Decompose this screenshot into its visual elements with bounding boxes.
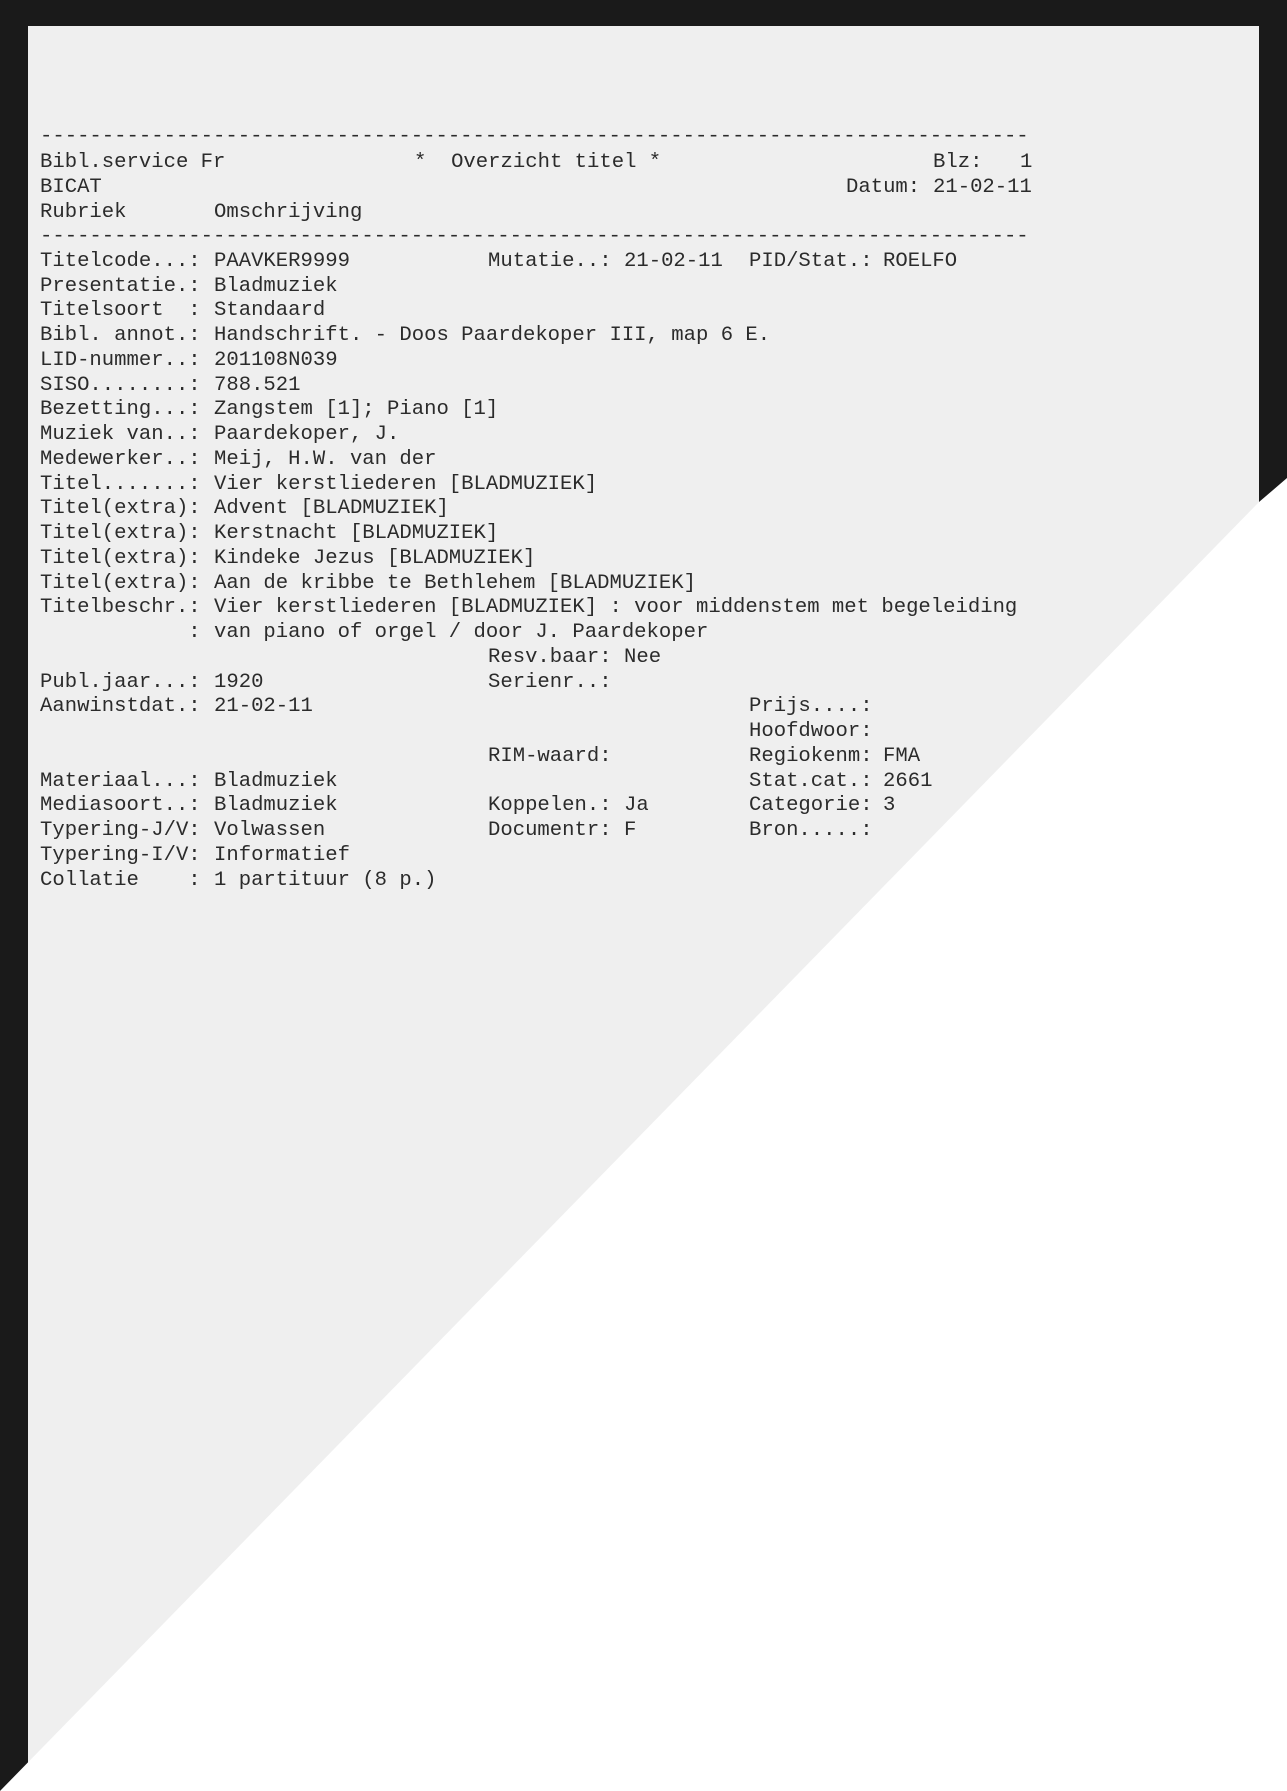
field-value: 1 partituur (8 p.) [214,869,437,892]
field-value: Bladmuziek [214,770,338,793]
field-value: 788.521 [214,374,301,397]
system-label: BICAT [40,176,102,199]
right-field-label: PID/Stat.: [749,250,873,273]
page-label: Blz: [933,151,983,174]
field-label: Bibl. annot.: [40,324,201,347]
field-value: Vier kerstliederen [BLADMUZIEK] [214,473,598,496]
middle-field-value: F [624,819,637,842]
field-label: Typering-I/V: [40,844,201,867]
field-value: 21-02-11 [214,695,313,718]
field-label: Publ.jaar...: [40,671,201,694]
field-label: Mediasoort..: [40,794,201,817]
right-field-value: FMA [883,745,921,768]
field-label: : [40,621,201,644]
page-number: 1 [1020,151,1033,174]
middle-field-label: Documentr: [488,819,612,842]
field-label: Titel(extra): [40,497,201,520]
field-value: Vier kerstliederen [BLADMUZIEK] : voor middenstem met begeleiding [214,596,1018,619]
field-label: Titel.......: [40,473,201,496]
field-label: SISO........: [40,374,201,397]
column-header-omschrijving: Omschrijving [214,201,363,224]
field-value: Aan de kribbe te Bethlehem [BLADMUZIEK] [214,572,696,595]
field-label: Aanwinstdat.: [40,695,201,718]
field-label: Typering-J/V: [40,819,201,842]
field-label: Muziek van..: [40,423,201,446]
field-value: Handschrift. - Doos Paardekoper III, map 6 E. [214,324,771,347]
middle-field-label: RIM-waard: [488,745,612,768]
field-value: Advent [BLADMUZIEK] [214,497,449,520]
middle-field-value: 21-02-11 [624,250,723,273]
field-label: Presentatie.: [40,275,201,298]
field-label: Titel(extra): [40,572,201,595]
right-field-label: Categorie: [749,794,873,817]
field-label: Titelbeschr.: [40,596,201,619]
field-value: Zangstem [1]; Piano [1] [214,398,499,421]
right-field-label: Prijs....: [749,695,873,718]
field-value: Kerstnacht [BLADMUZIEK] [214,522,499,545]
middle-field-label: Resv.baar: [488,646,612,669]
right-field-value: 3 [883,794,896,817]
field-value: Meij, H.W. van der [214,448,437,471]
field-value: van piano of orgel / door J. Paardekoper [214,621,709,644]
date-label: Datum: [846,176,921,199]
field-value: PAAVKER9999 [214,250,350,273]
header-rule-top: -------------------------------------------------------------------------------- [40,125,1029,148]
right-field-label: Regiokenm: [749,745,873,768]
field-label: Bezetting...: [40,398,201,421]
middle-field-label: Serienr..: [488,671,612,694]
field-value: Bladmuziek [214,275,338,298]
field-label: Materiaal...: [40,770,201,793]
field-label: Medewerker..: [40,448,201,471]
middle-field-value: Nee [624,646,662,669]
field-value: Volwassen [214,819,326,842]
field-value: 1920 [214,671,264,694]
right-field-value: 2661 [883,770,933,793]
library-service-label: Bibl.service Fr [40,151,226,174]
middle-field-label: Koppelen.: [488,794,612,817]
right-field-label: Bron.....: [749,819,873,842]
field-label: LID-nummer..: [40,349,201,372]
field-value: Standaard [214,299,326,322]
field-label: Titelsoort : [40,299,201,322]
field-value: Kindeke Jezus [BLADMUZIEK] [214,547,536,570]
header-rule-bottom: -------------------------------------------------------------------------------- [40,225,1029,248]
date-value: 21-02-11 [933,176,1032,199]
field-value: Bladmuziek [214,794,338,817]
field-value: Paardekoper, J. [214,423,400,446]
field-value: Informatief [214,844,350,867]
field-label: Titel(extra): [40,547,201,570]
report-title: * Overzicht titel * [414,151,662,174]
middle-field-label: Mutatie..: [488,250,612,273]
field-label: Collatie : [40,869,201,892]
field-value: 201108N039 [214,349,338,372]
column-header-rubriek: Rubriek [40,201,127,224]
field-label: Titel(extra): [40,522,201,545]
middle-field-value: Ja [624,794,649,817]
right-field-value: ROELFO [883,250,958,273]
right-field-label: Stat.cat.: [749,770,873,793]
right-field-label: Hoofdwoor: [749,720,873,743]
field-label: Titelcode...: [40,250,201,273]
